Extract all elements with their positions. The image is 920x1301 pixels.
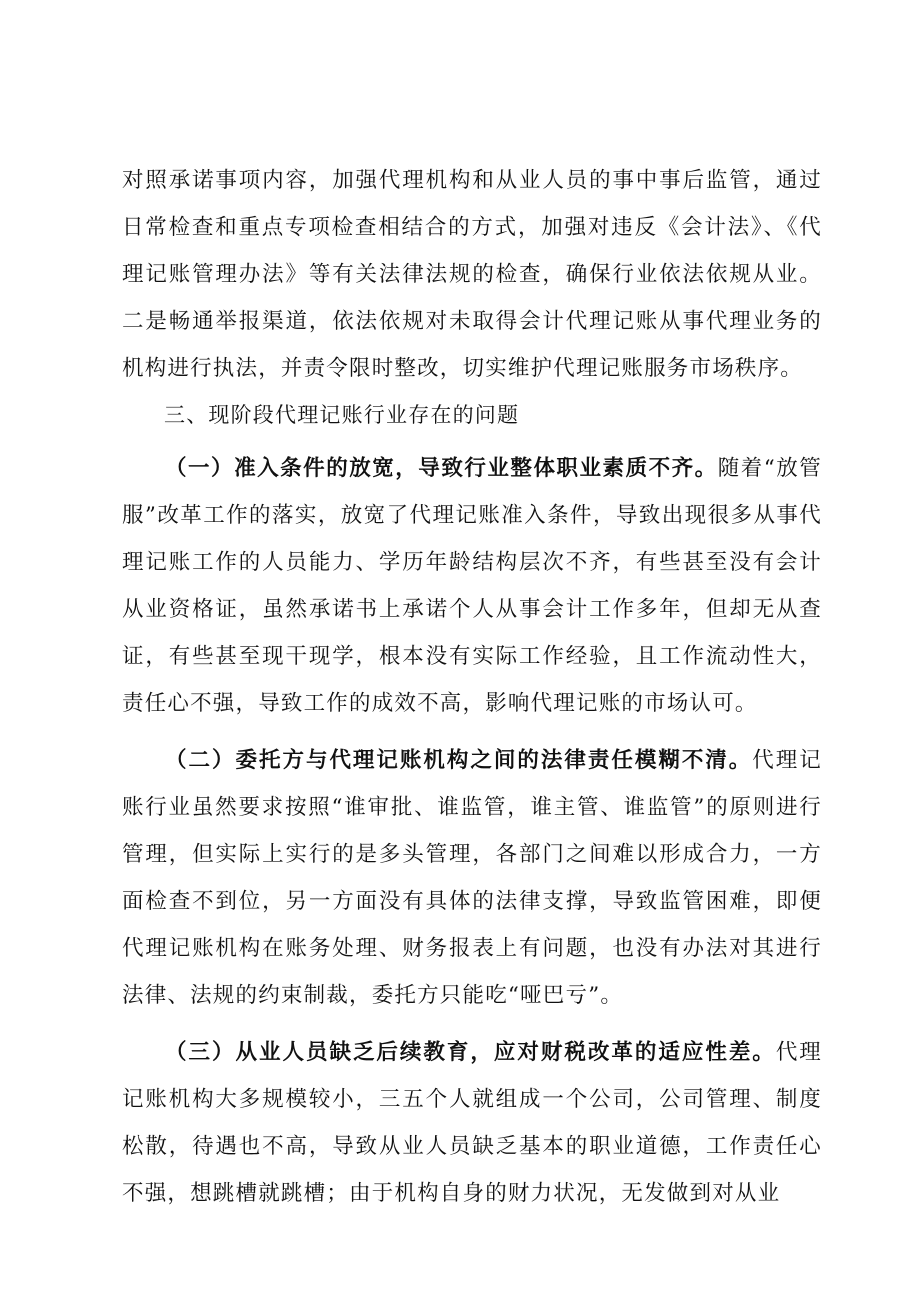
document-body (122, 157, 822, 1217)
issue-2-body: 代理记账行业虽然要求按照“谁审批、谁监管，谁主管、谁监管”的原则进行管理，但实际上实行的是多头管理，各部门之间难以形成合力，一方面检查不到位，另一方面没有具体的法律支撑，导致监管困难，即便代理记账机构在账务处理、财务报表上有问题，也没有办法对其进行法律、法规的约束制裁，委托方只能吃“哑巴亏”。 (122, 748, 822, 1008)
issue-paragraph-3 (122, 1029, 822, 1217)
issue-1-lead: （一）准入条件的放宽，导致行业整体职业素质不齐。 (165, 456, 718, 481)
section-heading: 三、现阶段代理记账行业存在的问题 (164, 403, 520, 427)
issue-paragraph-1 (122, 445, 822, 727)
issue-paragraph-2 (122, 737, 822, 1019)
paragraph-continuation: 对照承诺事项内容，加强代理机构和从业人员的事中事后监管，通过日常检查和重点专项检查相结合的方式，加强对违反《会计法》、《代理记账管理办法》等有关法律法规的检查，确保行业依法依规从业。二是畅通举报渠道，依法依规对未取得会计代理记账从事代理业务的机构进行执法，并责令限时整改，切实维护代理记账服务市场秩序。 (122, 168, 822, 381)
issue-1-body: 随着“放管服”改革工作的落实，放宽了代理记账准入条件，导致出现很多从事代理记账工作的人员能力、学历年龄结构层次不齐，有些甚至没有会计从业资格证，虽然承诺书上承诺个人从事会计工作多年，但却无从查证，有些甚至现干现学，根本没有实际工作经验，且工作流动性大，责任心不强，导致工作的成效不高，影响代理记账的市场认可。 (122, 456, 822, 716)
issue-3-lead: （三）从业人员缺乏后续教育，应对财税改革的适应性差。 (165, 1040, 776, 1065)
issue-2-lead: （二）委托方与代理记账机构之间的法律责任模糊不清。 (165, 748, 753, 773)
issue-3-body: 代理记账机构大多规模较小，三五个人就组成一个公司，公司管理、制度松散，待遇也不高，导致从业人员缺乏基本的职业道德，工作责任心不强，想跳槽就跳槽；由于机构自身的财力状况，无发做到对从业 (122, 1040, 823, 1206)
